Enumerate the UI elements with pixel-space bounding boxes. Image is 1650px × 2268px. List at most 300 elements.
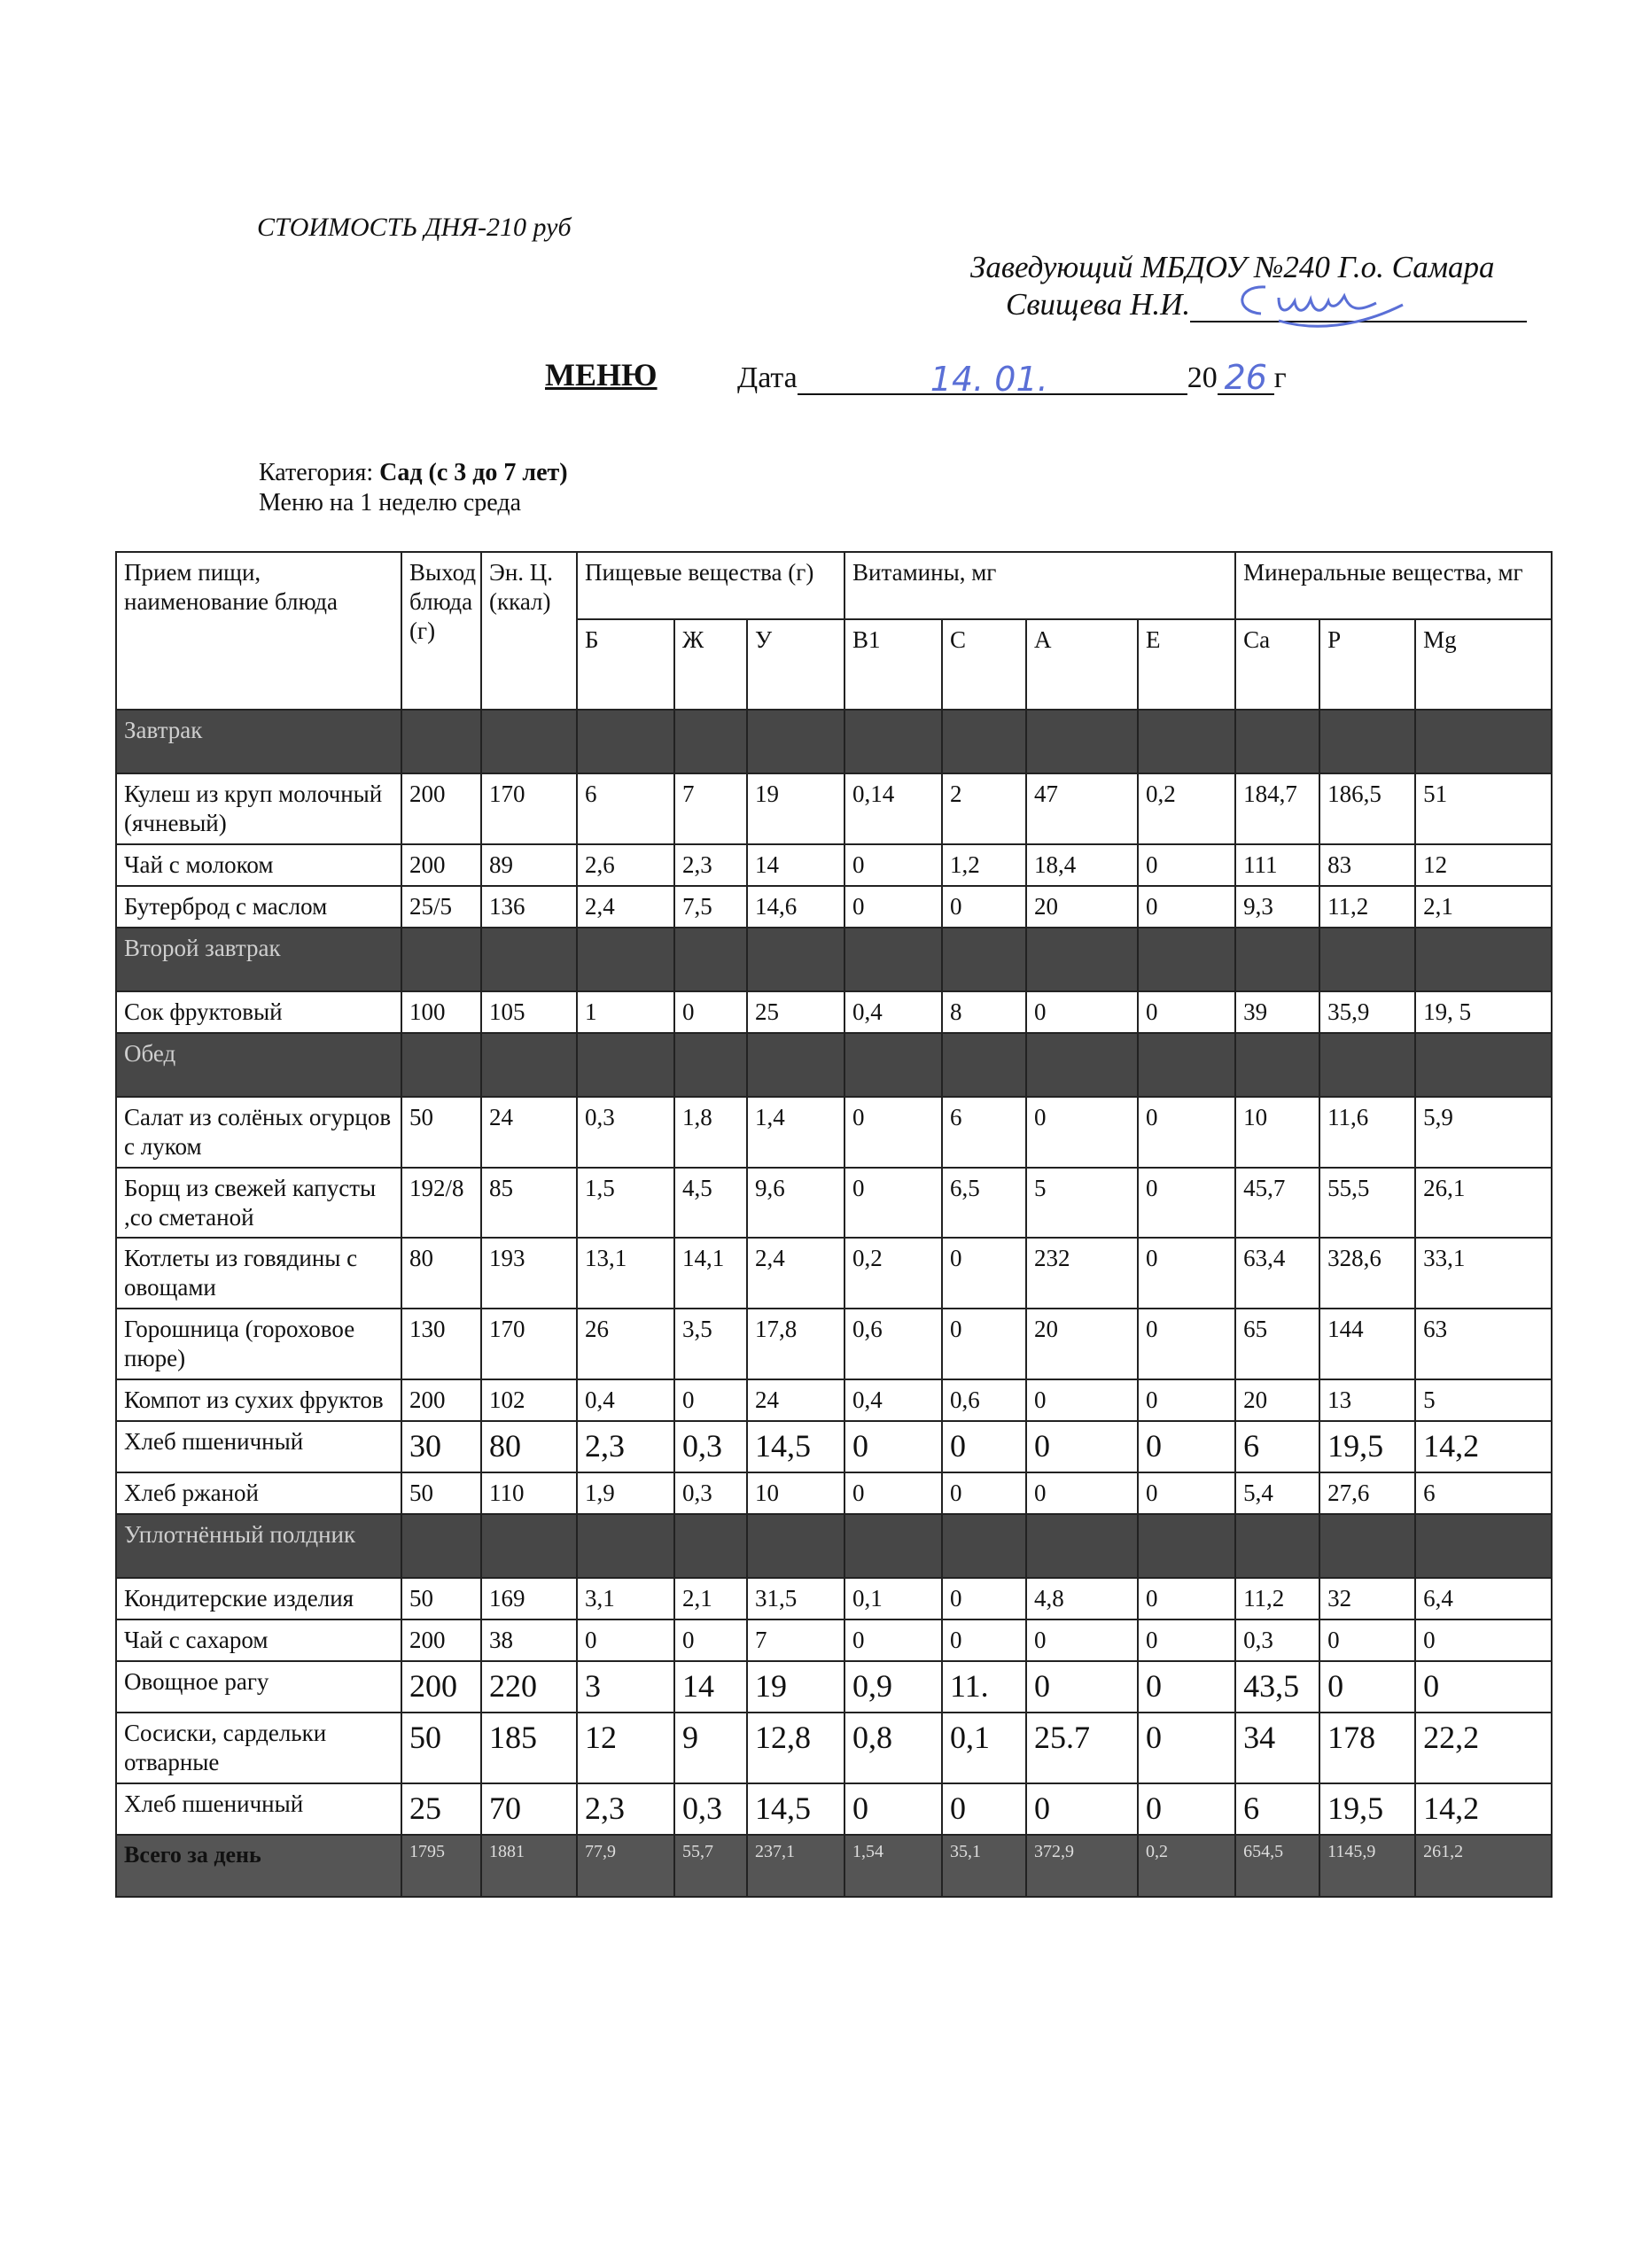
value-cell: 0,14 — [844, 773, 942, 844]
section-cell — [942, 928, 1026, 991]
value-cell: 2,3 — [674, 844, 747, 886]
value-cell: 7 — [747, 1619, 844, 1661]
value-cell: 0 — [1138, 1168, 1235, 1239]
value-cell: 0 — [674, 1619, 747, 1661]
value-cell: 0 — [844, 1168, 942, 1239]
section-cell — [577, 710, 674, 773]
section-cell — [481, 928, 577, 991]
value-cell: 0 — [1138, 1472, 1235, 1514]
value-cell: 39 — [1235, 991, 1319, 1033]
value-cell: 200 — [401, 1619, 481, 1661]
section-cell — [1026, 1514, 1138, 1578]
value-cell: 2 — [942, 773, 1026, 844]
value-cell: 25.7 — [1026, 1713, 1138, 1783]
value-cell: 0,4 — [844, 991, 942, 1033]
total-cell: 0,2 — [1138, 1835, 1235, 1897]
section-cell — [747, 1514, 844, 1578]
dish-name: Хлеб ржаной — [116, 1472, 401, 1514]
value-cell: 0 — [1026, 1421, 1138, 1472]
total-cell: 372,9 — [1026, 1835, 1138, 1897]
value-cell: 20 — [1235, 1379, 1319, 1421]
total-cell: 77,9 — [577, 1835, 674, 1897]
subheader-cell: У — [747, 619, 844, 710]
value-cell: 5,9 — [1415, 1097, 1552, 1168]
dish-name: Хлеб пшеничный — [116, 1421, 401, 1472]
value-cell: 32 — [1319, 1578, 1415, 1619]
value-cell: 11. — [942, 1661, 1026, 1713]
total-cell: 1795 — [401, 1835, 481, 1897]
value-cell: 9,3 — [1235, 886, 1319, 928]
value-cell: 19,5 — [1319, 1783, 1415, 1835]
total-cell: 1,54 — [844, 1835, 942, 1897]
dish-name: Чай с молоком — [116, 844, 401, 886]
value-cell: 0 — [1026, 1661, 1138, 1713]
value-cell: 31,5 — [747, 1578, 844, 1619]
value-cell: 14,1 — [674, 1238, 747, 1309]
table-row — [116, 1379, 1552, 1421]
value-cell: 89 — [481, 844, 577, 886]
value-cell: 0 — [1319, 1661, 1415, 1713]
table-row — [116, 844, 1552, 886]
value-cell: 3,1 — [577, 1578, 674, 1619]
dish-name: Горошница (гороховое пюре) — [116, 1309, 401, 1379]
dish-name: Сосиски, сардельки отварные — [116, 1713, 401, 1783]
value-cell: 184,7 — [1235, 773, 1319, 844]
section-cell — [1026, 710, 1138, 773]
section-cell — [1415, 710, 1552, 773]
value-cell: 6 — [1415, 1472, 1552, 1514]
table-row — [116, 1421, 1552, 1472]
signature-line — [1190, 289, 1527, 322]
value-cell: 170 — [481, 773, 577, 844]
value-cell: 0 — [1138, 991, 1235, 1033]
section-cell — [1235, 1033, 1319, 1097]
value-cell: 7 — [674, 773, 747, 844]
section-row — [116, 1033, 1552, 1097]
value-cell: 10 — [1235, 1097, 1319, 1168]
section-cell — [481, 710, 577, 773]
section-cell — [577, 928, 674, 991]
value-cell: 14,5 — [747, 1783, 844, 1835]
value-cell: 1,5 — [577, 1168, 674, 1239]
value-cell: 1,8 — [674, 1097, 747, 1168]
table-row — [116, 1168, 1552, 1239]
category-label: Категория: — [259, 459, 374, 486]
value-cell: 6 — [1235, 1421, 1319, 1472]
value-cell: 0 — [844, 1472, 942, 1514]
value-cell: 0 — [942, 1578, 1026, 1619]
value-cell: 0,6 — [942, 1379, 1026, 1421]
section-cell — [747, 710, 844, 773]
director-name: Свищева Н.И. — [1006, 287, 1191, 322]
section-cell — [1138, 1033, 1235, 1097]
value-cell: 0,3 — [674, 1783, 747, 1835]
date-label: Дата — [737, 361, 798, 394]
section-cell — [674, 1514, 747, 1578]
section-title: Завтрак — [116, 710, 401, 773]
value-cell: 0 — [844, 1783, 942, 1835]
header-vitamins: Витамины, мг — [844, 552, 1235, 619]
value-cell: 50 — [401, 1713, 481, 1783]
value-cell: 17,8 — [747, 1309, 844, 1379]
value-cell: 14 — [674, 1661, 747, 1713]
year-suffix: г — [1273, 361, 1287, 394]
section-cell — [844, 928, 942, 991]
section-cell — [1319, 1514, 1415, 1578]
section-cell — [1026, 928, 1138, 991]
value-cell: 14,6 — [747, 886, 844, 928]
dish-name: Овощное рагу — [116, 1661, 401, 1713]
value-cell: 0 — [1026, 1619, 1138, 1661]
value-cell: 111 — [1235, 844, 1319, 886]
value-cell: 20 — [1026, 1309, 1138, 1379]
value-cell: 200 — [401, 1661, 481, 1713]
date-line — [737, 358, 1287, 399]
value-cell: 0 — [1026, 1097, 1138, 1168]
value-cell: 63,4 — [1235, 1238, 1319, 1309]
value-cell: 47 — [1026, 773, 1138, 844]
value-cell: 178 — [1319, 1713, 1415, 1783]
value-cell: 35,9 — [1319, 991, 1415, 1033]
value-cell: 0 — [1319, 1619, 1415, 1661]
section-row — [116, 928, 1552, 991]
dish-name: Кулеш из круп молочный (ячневый) — [116, 773, 401, 844]
value-cell: 102 — [481, 1379, 577, 1421]
table-row — [116, 1472, 1552, 1514]
value-cell: 20 — [1026, 886, 1138, 928]
total-cell: 1881 — [481, 1835, 577, 1897]
section-cell — [1415, 928, 1552, 991]
category-value: Сад (с 3 до 7 лет) — [379, 459, 568, 486]
section-cell — [401, 1514, 481, 1578]
value-cell: 0,3 — [1235, 1619, 1319, 1661]
section-cell — [577, 1514, 674, 1578]
value-cell: 0 — [1138, 844, 1235, 886]
section-cell — [1319, 710, 1415, 773]
value-cell: 2,3 — [577, 1783, 674, 1835]
value-cell: 26,1 — [1415, 1168, 1552, 1239]
value-cell: 5 — [1415, 1379, 1552, 1421]
value-cell: 328,6 — [1319, 1238, 1415, 1309]
value-cell: 6,5 — [942, 1168, 1026, 1239]
value-cell: 0 — [942, 1238, 1026, 1309]
value-cell: 11,2 — [1319, 886, 1415, 928]
value-cell: 19,5 — [1319, 1421, 1415, 1472]
value-cell: 33,1 — [1415, 1238, 1552, 1309]
total-cell: 654,5 — [1235, 1835, 1319, 1897]
value-cell: 14,2 — [1415, 1783, 1552, 1835]
section-cell — [747, 928, 844, 991]
value-cell: 6 — [1235, 1783, 1319, 1835]
menu-title: МЕНЮ — [545, 357, 658, 392]
value-cell: 4,5 — [674, 1168, 747, 1239]
value-cell: 1,9 — [577, 1472, 674, 1514]
value-cell: 0 — [844, 1097, 942, 1168]
value-cell: 0 — [1138, 1309, 1235, 1379]
value-cell: 0 — [1026, 1472, 1138, 1514]
subheader-cell: Mg — [1415, 619, 1552, 710]
section-cell — [747, 1033, 844, 1097]
section-cell — [844, 1514, 942, 1578]
value-cell: 0,6 — [844, 1309, 942, 1379]
date-handwritten: 14. 01. — [930, 360, 1048, 399]
value-cell: 1,2 — [942, 844, 1026, 886]
section-cell — [1138, 1514, 1235, 1578]
section-row — [116, 1514, 1552, 1578]
section-cell — [844, 1033, 942, 1097]
value-cell: 26 — [577, 1309, 674, 1379]
section-cell — [401, 710, 481, 773]
menu-table — [115, 551, 1553, 1898]
value-cell: 0,1 — [942, 1713, 1026, 1783]
value-cell: 50 — [401, 1472, 481, 1514]
subheader-cell: А — [1026, 619, 1138, 710]
value-cell: 0 — [674, 1379, 747, 1421]
value-cell: 14 — [747, 844, 844, 886]
header-minerals: Минеральные вещества, мг — [1235, 552, 1552, 619]
director-name-line — [1006, 287, 1527, 322]
section-cell — [1415, 1033, 1552, 1097]
value-cell: 5,4 — [1235, 1472, 1319, 1514]
section-cell — [1415, 1514, 1552, 1578]
section-cell — [1026, 1033, 1138, 1097]
value-cell: 13 — [1319, 1379, 1415, 1421]
value-cell: 0 — [1138, 1713, 1235, 1783]
value-cell: 50 — [401, 1578, 481, 1619]
total-cell: 1145,9 — [1319, 1835, 1415, 1897]
value-cell: 43,5 — [1235, 1661, 1319, 1713]
value-cell: 0 — [844, 1421, 942, 1472]
section-cell — [674, 928, 747, 991]
value-cell: 130 — [401, 1309, 481, 1379]
table-row — [116, 1783, 1552, 1835]
table-row — [116, 886, 1552, 928]
value-cell: 22,2 — [1415, 1713, 1552, 1783]
value-cell: 0 — [1026, 991, 1138, 1033]
value-cell: 9,6 — [747, 1168, 844, 1239]
section-cell — [674, 710, 747, 773]
value-cell: 14,2 — [1415, 1421, 1552, 1472]
value-cell: 4,8 — [1026, 1578, 1138, 1619]
value-cell: 2,4 — [577, 886, 674, 928]
section-cell — [942, 1033, 1026, 1097]
director-title: Заведующий МБДОУ №240 Г.о. Самара — [970, 250, 1495, 284]
subheader-cell: Ж — [674, 619, 747, 710]
year-prefix: 20 — [1187, 361, 1218, 394]
dish-name: Чай с сахаром — [116, 1619, 401, 1661]
year-handwritten: 26 — [1224, 358, 1267, 397]
value-cell: 136 — [481, 886, 577, 928]
value-cell: 0 — [1138, 1379, 1235, 1421]
value-cell: 0 — [1026, 1783, 1138, 1835]
section-cell — [1319, 1033, 1415, 1097]
value-cell: 0 — [942, 1619, 1026, 1661]
section-cell — [481, 1514, 577, 1578]
value-cell: 185 — [481, 1713, 577, 1783]
value-cell: 12 — [577, 1713, 674, 1783]
section-cell — [942, 710, 1026, 773]
section-cell — [577, 1033, 674, 1097]
value-cell: 6,4 — [1415, 1578, 1552, 1619]
value-cell: 0 — [1138, 1421, 1235, 1472]
header-yield: Выход блюда (г) — [401, 552, 481, 710]
value-cell: 232 — [1026, 1238, 1138, 1309]
value-cell: 19 — [747, 773, 844, 844]
value-cell: 1 — [577, 991, 674, 1033]
value-cell: 80 — [401, 1238, 481, 1309]
value-cell: 50 — [401, 1097, 481, 1168]
value-cell: 0 — [942, 1309, 1026, 1379]
value-cell: 80 — [481, 1421, 577, 1472]
value-cell: 13,1 — [577, 1238, 674, 1309]
table-row — [116, 773, 1552, 844]
value-cell: 0 — [844, 1619, 942, 1661]
total-cell: 237,1 — [747, 1835, 844, 1897]
subheader-cell: Р — [1319, 619, 1415, 710]
value-cell: 25 — [401, 1783, 481, 1835]
subheader-cell: С — [942, 619, 1026, 710]
value-cell: 0 — [1138, 1619, 1235, 1661]
value-cell: 12,8 — [747, 1713, 844, 1783]
value-cell: 38 — [481, 1619, 577, 1661]
value-cell: 200 — [401, 773, 481, 844]
value-cell: 10 — [747, 1472, 844, 1514]
value-cell: 27,6 — [1319, 1472, 1415, 1514]
total-cell: 35,1 — [942, 1835, 1026, 1897]
value-cell: 0 — [942, 1783, 1026, 1835]
value-cell: 2,4 — [747, 1238, 844, 1309]
value-cell: 3,5 — [674, 1309, 747, 1379]
category — [259, 459, 568, 487]
value-cell: 63 — [1415, 1309, 1552, 1379]
value-cell: 6 — [942, 1097, 1026, 1168]
value-cell: 55,5 — [1319, 1168, 1415, 1239]
value-cell: 14,5 — [747, 1421, 844, 1472]
value-cell: 0,9 — [844, 1661, 942, 1713]
table-row — [116, 1097, 1552, 1168]
section-cell — [1235, 928, 1319, 991]
section-cell — [942, 1514, 1026, 1578]
value-cell: 0 — [844, 886, 942, 928]
value-cell: 24 — [747, 1379, 844, 1421]
dish-name: Котлеты из говядины с овощами — [116, 1238, 401, 1309]
value-cell: 186,5 — [1319, 773, 1415, 844]
section-title: Второй завтрак — [116, 928, 401, 991]
section-row — [116, 710, 1552, 773]
section-cell — [401, 928, 481, 991]
value-cell: 83 — [1319, 844, 1415, 886]
value-cell: 0,2 — [844, 1238, 942, 1309]
value-cell: 0 — [1415, 1661, 1552, 1713]
table-row — [116, 991, 1552, 1033]
value-cell: 25/5 — [401, 886, 481, 928]
value-cell: 0 — [1026, 1379, 1138, 1421]
signature-icon — [1226, 278, 1420, 331]
total-row — [116, 1835, 1552, 1897]
value-cell: 0,8 — [844, 1713, 942, 1783]
section-cell — [674, 1033, 747, 1097]
dish-name: Кондитерские изделия — [116, 1578, 401, 1619]
section-title: Обед — [116, 1033, 401, 1097]
section-cell — [1138, 928, 1235, 991]
value-cell: 170 — [481, 1309, 577, 1379]
total-label: Всего за день — [116, 1835, 401, 1897]
dish-name: Бутерброд с маслом — [116, 886, 401, 928]
value-cell: 0,3 — [674, 1421, 747, 1472]
header-meal: Прием пищи, наименование блюда — [116, 552, 401, 710]
value-cell: 6 — [577, 773, 674, 844]
subheader-cell: Б — [577, 619, 674, 710]
value-cell: 2,3 — [577, 1421, 674, 1472]
section-cell — [1319, 928, 1415, 991]
value-cell: 0,4 — [577, 1379, 674, 1421]
value-cell: 25 — [747, 991, 844, 1033]
section-cell — [1235, 710, 1319, 773]
value-cell: 24 — [481, 1097, 577, 1168]
header-nutrients: Пищевые вещества (г) — [577, 552, 844, 619]
value-cell: 9 — [674, 1713, 747, 1783]
section-cell — [1138, 710, 1235, 773]
value-cell: 220 — [481, 1661, 577, 1713]
dish-name: Хлеб пшеничный — [116, 1783, 401, 1835]
value-cell: 105 — [481, 991, 577, 1033]
value-cell: 0 — [1138, 1578, 1235, 1619]
section-cell — [401, 1033, 481, 1097]
value-cell: 3 — [577, 1661, 674, 1713]
dish-name: Борщ из свежей капусты ,со сметаной — [116, 1168, 401, 1239]
day-cost: СТОИМОСТЬ ДНЯ-210 руб — [257, 213, 572, 242]
value-cell: 100 — [401, 991, 481, 1033]
value-cell: 2,1 — [1415, 886, 1552, 928]
total-cell: 55,7 — [674, 1835, 747, 1897]
dish-name: Салат из солёных огурцов с луком — [116, 1097, 401, 1168]
value-cell: 0 — [1138, 1661, 1235, 1713]
value-cell: 110 — [481, 1472, 577, 1514]
value-cell: 0 — [942, 1421, 1026, 1472]
value-cell: 8 — [942, 991, 1026, 1033]
value-cell: 51 — [1415, 773, 1552, 844]
subheader-cell: B1 — [844, 619, 942, 710]
table-row — [116, 1661, 1552, 1713]
subheader-cell: Е — [1138, 619, 1235, 710]
value-cell: 0 — [1138, 886, 1235, 928]
value-cell: 0 — [1138, 1238, 1235, 1309]
value-cell: 0 — [942, 1472, 1026, 1514]
value-cell: 0 — [577, 1619, 674, 1661]
value-cell: 11,6 — [1319, 1097, 1415, 1168]
dish-name: Компот из сухих фруктов — [116, 1379, 401, 1421]
subheader-cell: Са — [1235, 619, 1319, 710]
value-cell: 0,2 — [1138, 773, 1235, 844]
value-cell: 0 — [1415, 1619, 1552, 1661]
value-cell: 0,3 — [577, 1097, 674, 1168]
value-cell: 11,2 — [1235, 1578, 1319, 1619]
value-cell: 200 — [401, 1379, 481, 1421]
value-cell: 34 — [1235, 1713, 1319, 1783]
week-label: Меню на 1 неделю среда — [259, 489, 522, 517]
value-cell: 30 — [401, 1421, 481, 1472]
total-cell: 261,2 — [1415, 1835, 1552, 1897]
value-cell: 0 — [844, 844, 942, 886]
value-cell: 2,1 — [674, 1578, 747, 1619]
value-cell: 5 — [1026, 1168, 1138, 1239]
value-cell: 0,4 — [844, 1379, 942, 1421]
value-cell: 70 — [481, 1783, 577, 1835]
header-energy: Эн. Ц. (ккал) — [481, 552, 577, 710]
value-cell: 7,5 — [674, 886, 747, 928]
value-cell: 65 — [1235, 1309, 1319, 1379]
value-cell: 200 — [401, 844, 481, 886]
